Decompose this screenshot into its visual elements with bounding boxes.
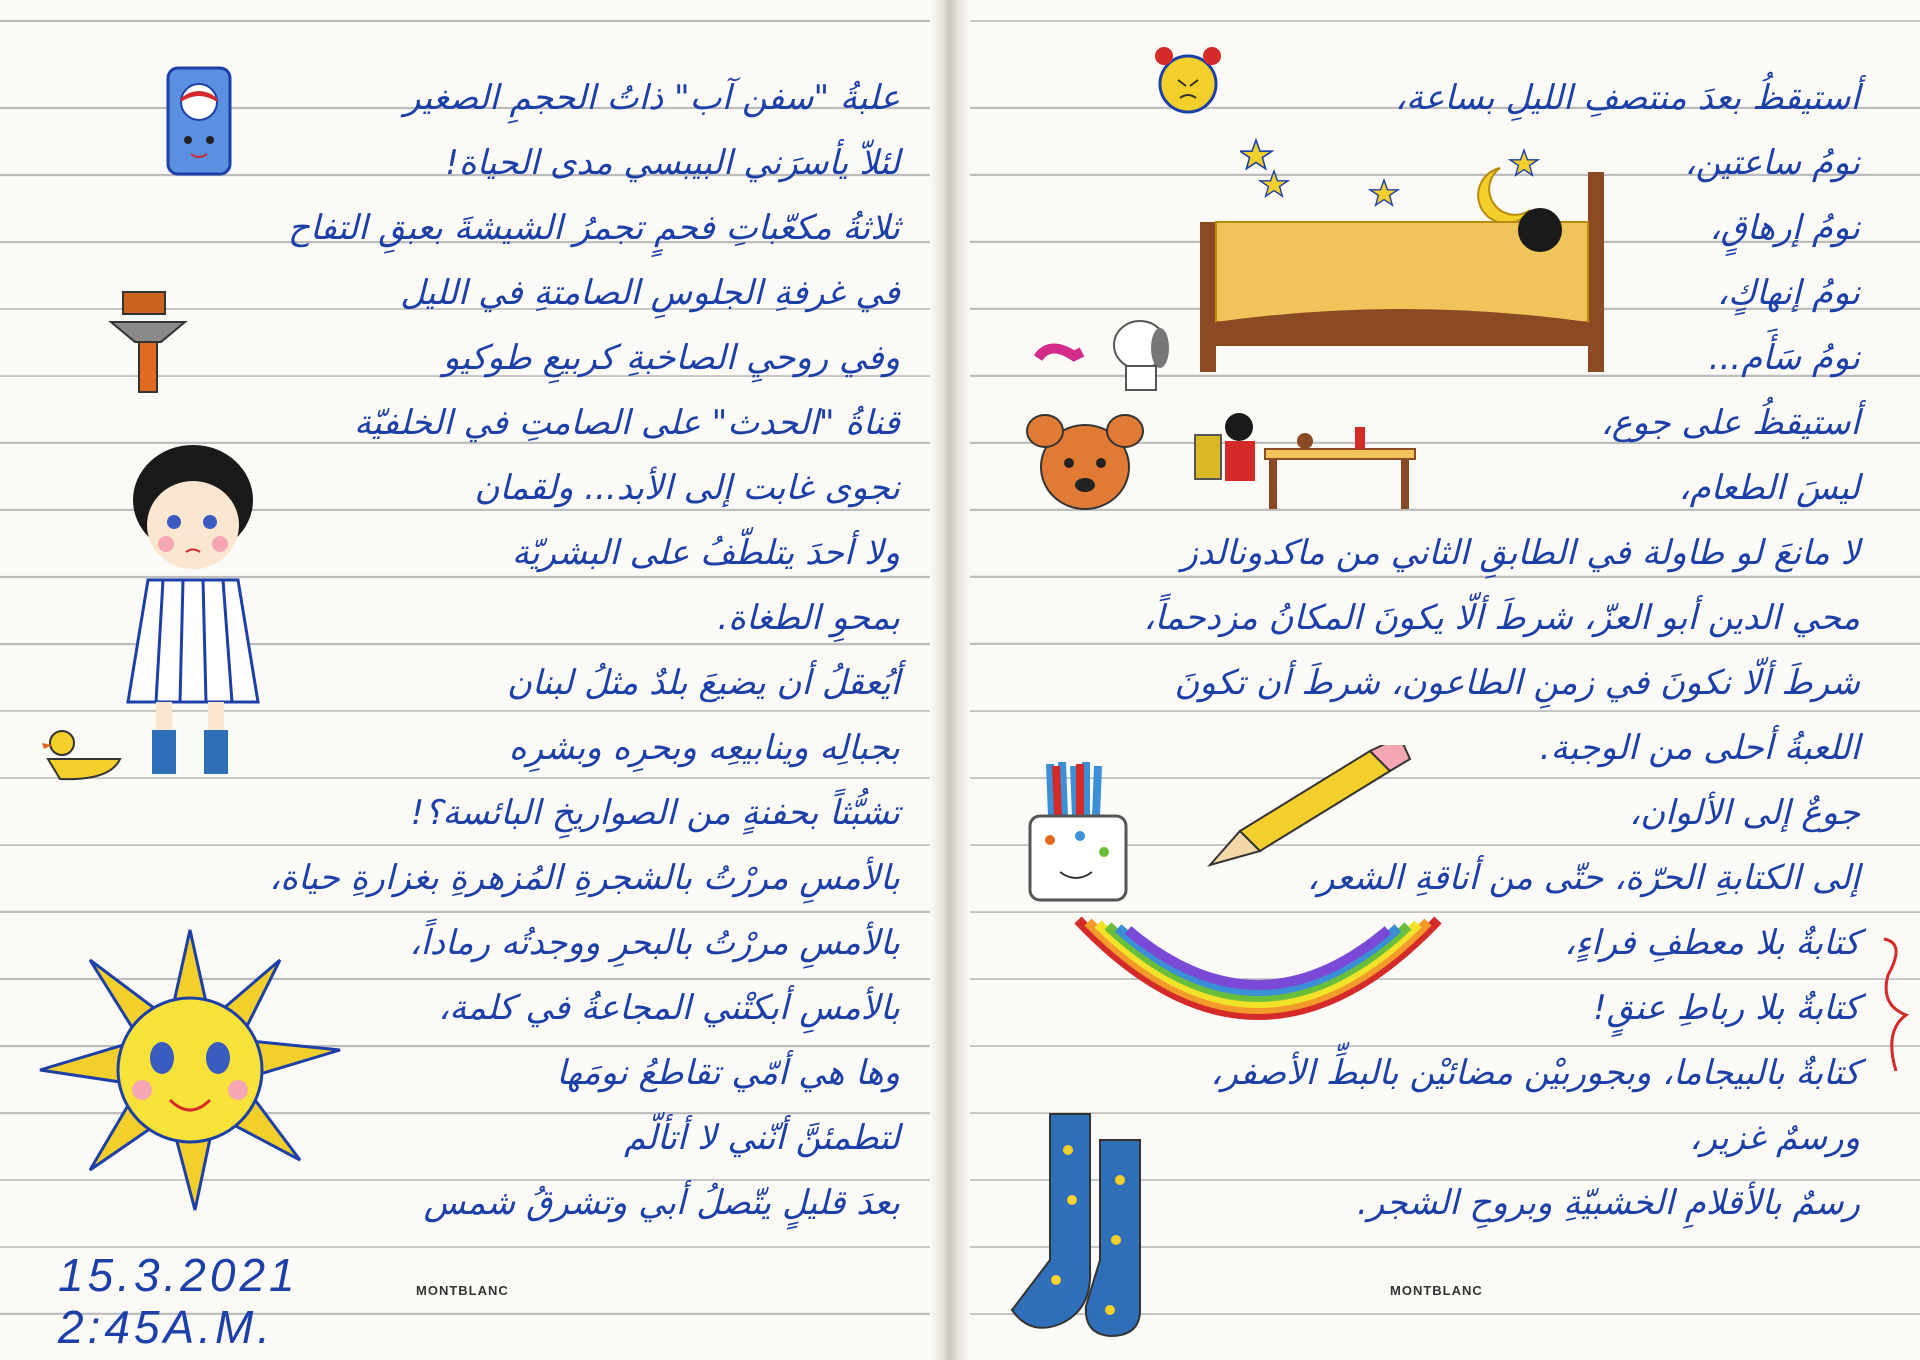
duck-socks-drawing [960, 1110, 1160, 1340]
left-line-4: في غرفةِ الجلوسِ الصامتةِ في الليل [400, 273, 900, 313]
right-line-14: كتابةٌ بلا معطفِ فراءٍ، [1564, 923, 1860, 963]
pepsi-can-drawing [160, 62, 240, 182]
duck-drawing [40, 725, 125, 785]
left-line-8: ولا أحدَ يتلطّفُ على البشريّة [511, 533, 900, 573]
left-line-9: بمحوِ الطغاة. [717, 598, 900, 638]
left-line-7: نجوى غابت إلى الأبد... ولقمان [474, 468, 900, 508]
handwritten-time: 2:45A.M. [58, 1301, 275, 1353]
left-line-14: بالأمسِ مررْتُ بالبحرِ ووجدتُه رماداً، [409, 923, 900, 963]
right-line-6: أستيقظُ على جوع، [1600, 403, 1860, 443]
stars-drawing [1240, 10, 1580, 230]
right-line-15: كتابةٌ بلا رباطِ عنقٍ! [1593, 988, 1860, 1028]
pencil-cup-drawing [1020, 760, 1140, 910]
puppy-drawing [1030, 300, 1180, 400]
right-line-10: شرطَ ألّا نكونَ في زمنِ الطاعون، شرطَ أن تكونَ [1174, 663, 1860, 703]
sun-drawing [30, 920, 350, 1220]
left-line-10: أيُعقلُ أن يضيعَ بلدٌ مثلُ لبنان [506, 663, 900, 703]
handwritten-date: 15.3.2021 [58, 1249, 299, 1301]
left-line-1: علبةُ "سفن آب" ذاتُ الحجمِ الصغير [403, 78, 900, 118]
right-line-9: محي الدين أبو العزّ، شرطَ ألّا يكونَ المكانُ مزدحماً، [1143, 598, 1860, 638]
shisha-drawing [105, 290, 195, 400]
alarm-clock-drawing [1148, 40, 1228, 120]
left-line-11: بجبالِه وينابيعِه وبحرِه وبشرِه [508, 728, 900, 768]
left-line-18: بعدَ قليلٍ يتّصلُ أبي وتشرقُ شمس [423, 1183, 900, 1223]
right-line-4: نومُ إنهاكٍ، [1717, 273, 1860, 313]
right-line-17: ورسمٌ غزير، [1689, 1118, 1860, 1158]
right-line-13: إلى الكتابةِ الحرّة، حتّى من أناقةِ الشعر، [1307, 858, 1860, 898]
left-line-12: تشبُّثاً بحفنةٍ من الصواريخِ البائسة؟! [410, 793, 900, 833]
right-line-12: جوعٌ إلى الألوان، [1629, 793, 1860, 833]
pencil-drawing [1200, 745, 1420, 875]
right-line-8: لا مانعَ لو طاولة في الطابقِ الثاني من ماكدونالدز [1181, 533, 1860, 573]
left-line-6: قناةُ "الحدث" على الصامتِ في الخلفيّة [353, 403, 900, 443]
left-line-15: بالأمسِ أبكتْني المجاعةُ في كلمة، [438, 988, 900, 1028]
right-line-7: ليسَ الطعام، [1678, 468, 1860, 508]
left-line-5: وفي روحيِ الصاخبةِ كربيعِ طوكيو [443, 338, 900, 378]
right-line-18: رسمٌ بالأقلامِ الخشبيّةِ وبروحِ الشجر. [1356, 1183, 1860, 1223]
teddy-bear-drawing [1025, 405, 1145, 515]
left-line-3: ثلاثةُ مكعّباتِ فحمٍ تجمرُ الشيشةَ بعبقِ التفاح [288, 208, 900, 248]
right-line-3: نومُ إرهاقٍ، [1709, 208, 1860, 248]
girl-drawing [108, 440, 278, 790]
montblanc-brand-right: MONTBLANC [1390, 1283, 1483, 1298]
rainbow-drawing [1068, 910, 1448, 1050]
right-line-11: اللعبةُ أحلى من الوجبة. [1539, 728, 1860, 768]
left-line-2: لئلاّ يأسرَني البيبسي مدى الحياة! [445, 143, 900, 183]
red-margin-bracket [1876, 935, 1916, 1075]
right-line-2: نومُ ساعتين، [1684, 143, 1860, 183]
right-line-1: أستيقظُ بعدَ منتصفِ الليلِ بساعة، [1395, 78, 1860, 118]
left-line-17: لتطمئنَّ أنّني لا أتألّم [624, 1118, 900, 1158]
montblanc-brand-left: MONTBLANC [416, 1283, 509, 1298]
left-line-16: وها هي أمّي تقاطعُ نومَها [556, 1053, 900, 1093]
left-line-13: بالأمسِ مررْتُ بالشجرةِ المُزهرةِ بغزارةِ حياة، [269, 858, 900, 898]
child-at-table-drawing [1185, 405, 1425, 515]
right-line-5: نومُ سَأَم... [1708, 338, 1860, 378]
right-line-16: كتابةٌ بالبيجاما، وبجوربيْن مضائيْن بالبطِّ الأصفر، [1210, 1053, 1860, 1093]
